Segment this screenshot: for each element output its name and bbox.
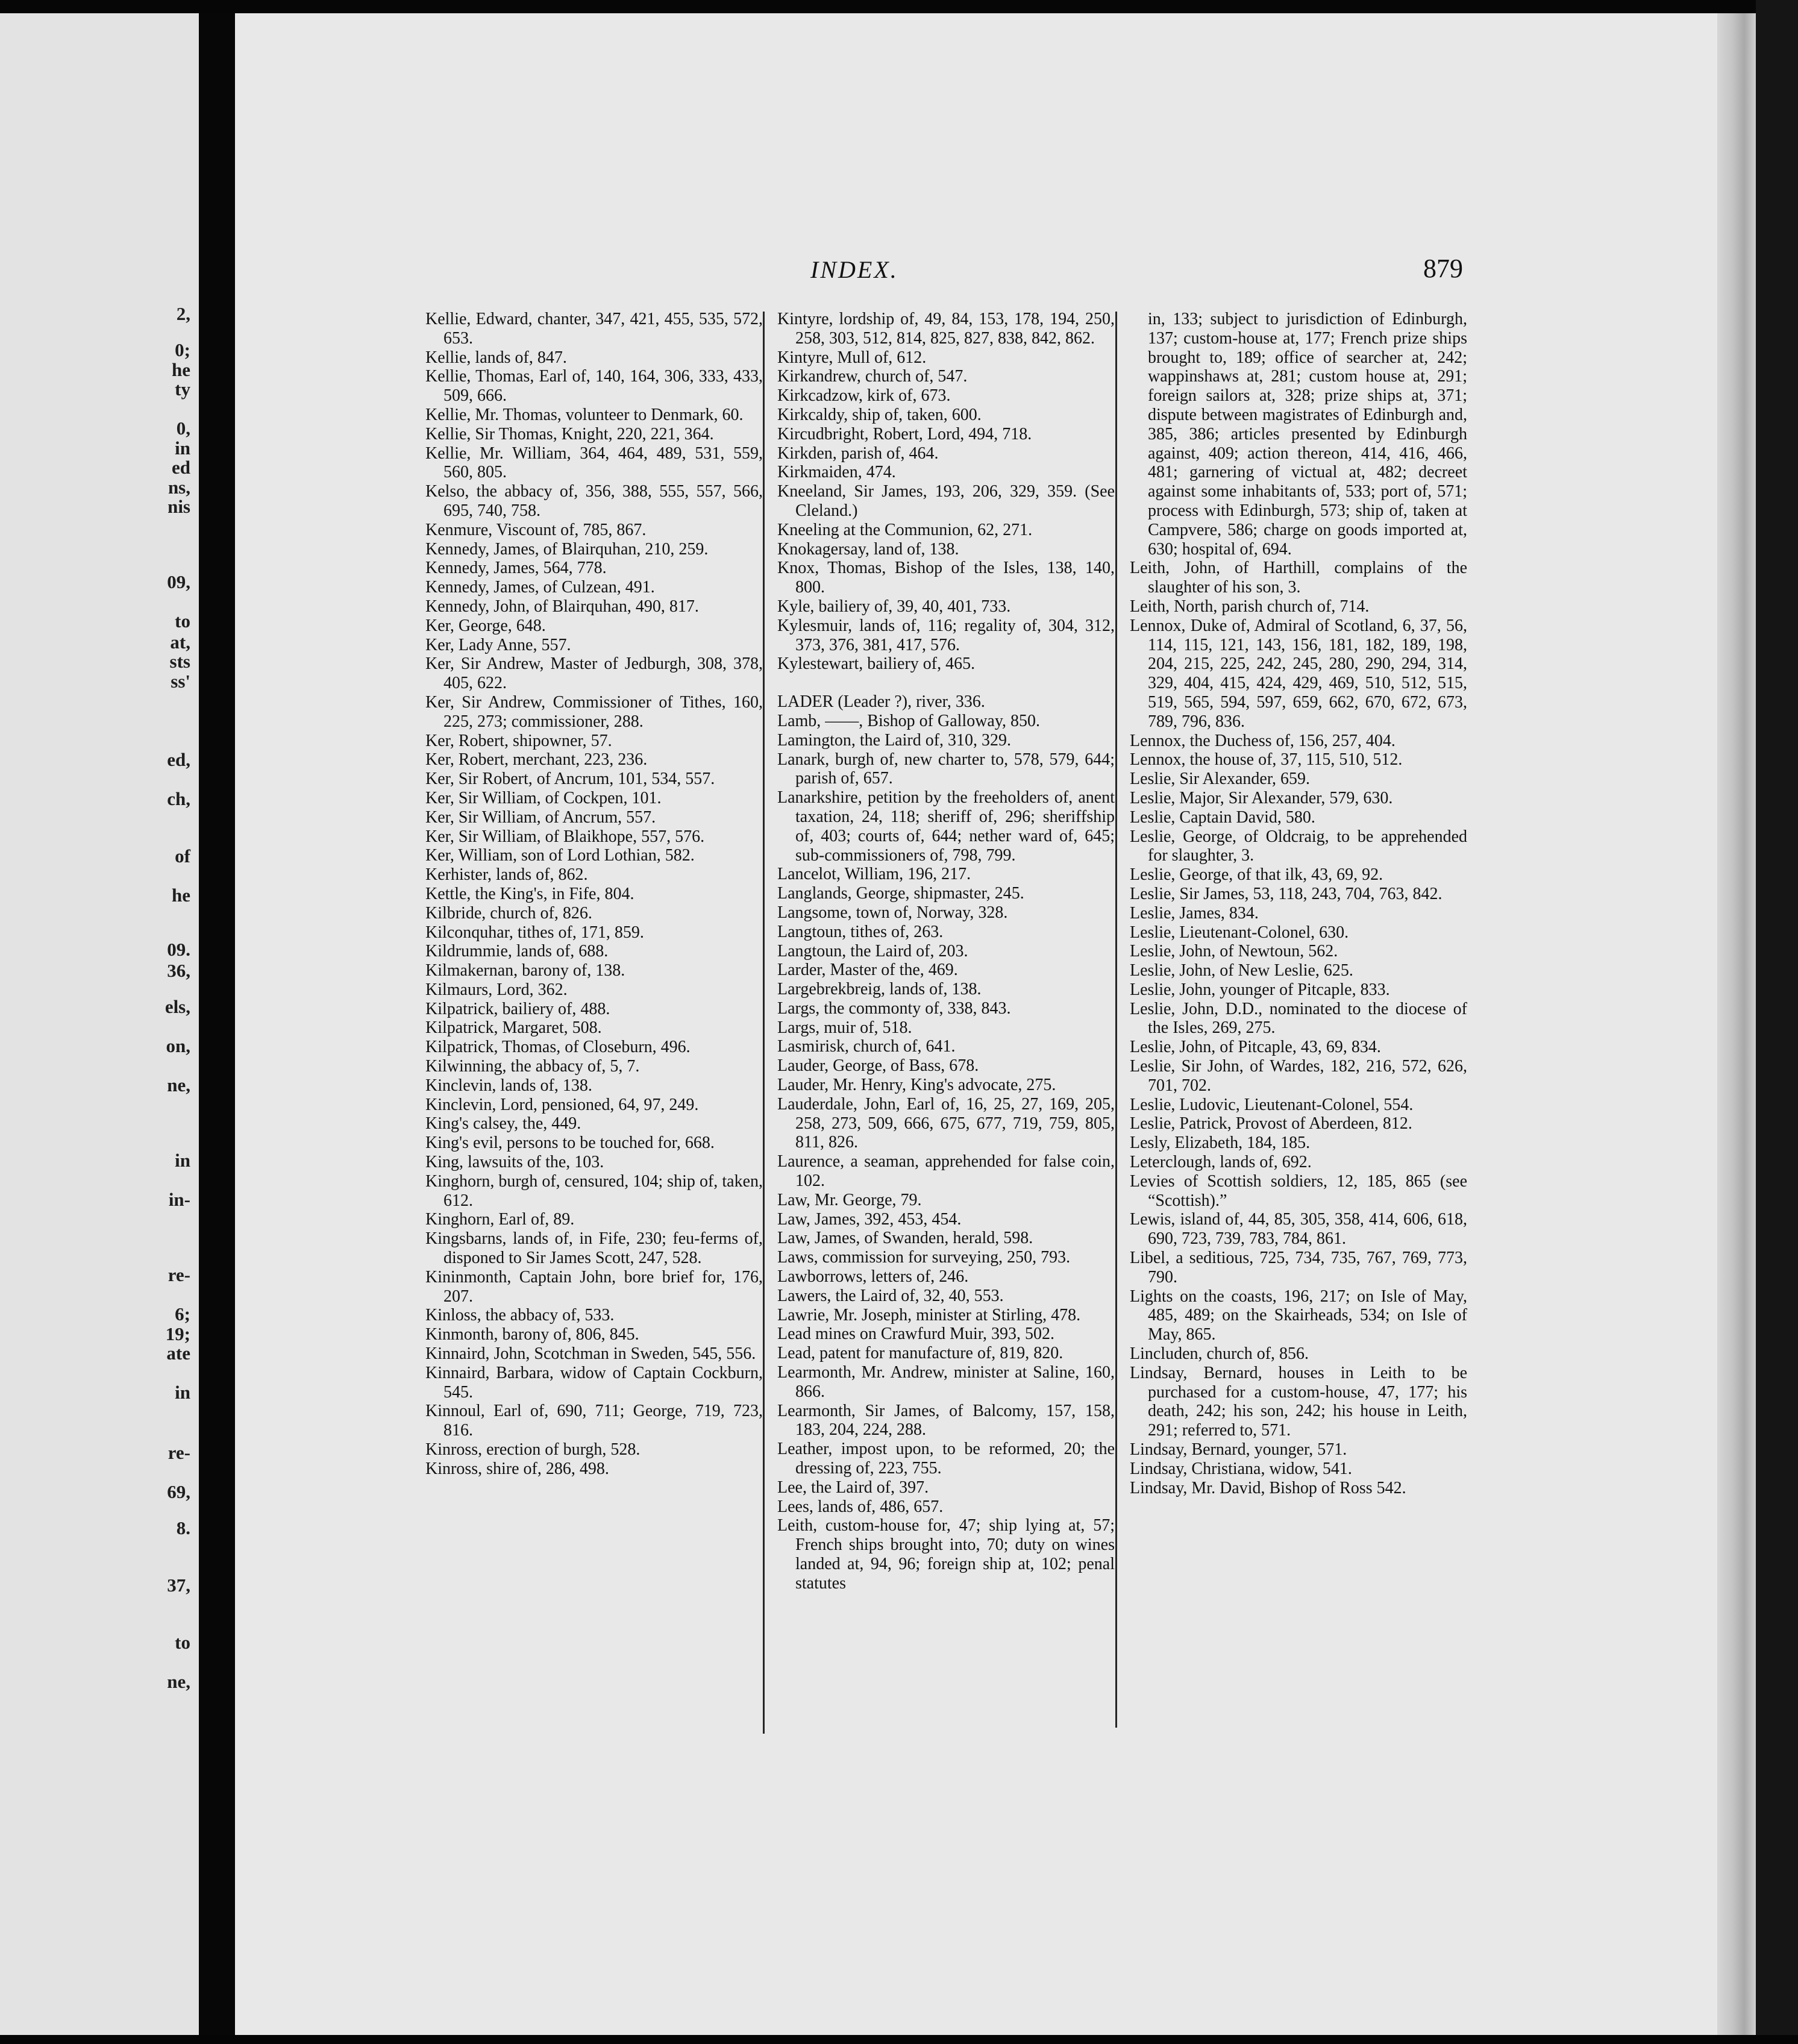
index-entry: Lancelot, William, 196, 217. [777,865,971,884]
index-entry: Lasmirisk, church of, 641. [777,1037,956,1056]
facing-page-text-fragment: to [175,1632,190,1653]
index-entry: Lauder, George, of Bass, 678. [777,1056,979,1076]
index-entry: Lindsay, Bernard, younger, 571. [1130,1440,1347,1459]
facing-page-edge [0,13,199,2035]
facing-page-text-fragment: ss' [171,671,190,692]
index-entry: Kellie, Edward, chanter, 347, 421, 455, 535, 572, 653. [425,310,763,348]
facing-page-text-fragment: 09, [167,571,190,592]
index-entry: Kettle, the King's, in Fife, 804. [425,884,634,903]
index-entry: King, lawsuits of the, 103. [425,1153,604,1172]
index-entry: Kinmonth, barony of, 806, 845. [425,1325,639,1344]
index-entry: Ker, Sir William, of Blaikhope, 557, 576. [425,827,705,846]
index-entry: Leslie, John, of New Leslie, 625. [1130,961,1353,980]
index-entry: Kinnoul, Earl of, 690, 711; George, 719, 723, 816. [425,1402,763,1440]
index-entry: Kilconquhar, tithes of, 171, 859. [425,923,644,942]
facing-page-text-fragment: nis [168,496,190,517]
facing-page-text-fragment: in [175,437,190,459]
index-entry: Langsome, town of, Norway, 328. [777,903,1008,922]
index-entry: Leslie, George, of that ilk, 43, 69, 92. [1130,865,1383,885]
facing-page-text-fragment: ne, [167,1074,190,1096]
index-entry: Leslie, Lieutenant-Colonel, 630. [1130,923,1349,942]
index-entry: Largs, the commonty of, 338, 843. [777,998,1011,1018]
index-entry: Ker, Sir William, of Cockpen, 101. [425,788,662,807]
index-entry: Kelso, the abbacy of, 356, 388, 555, 557, 566, 695, 740, 758. [425,482,763,520]
facing-page-text-fragment: 0, [176,418,190,439]
index-entry: Learmonth, Sir James, of Balcomy, 157, 158, 183, 204, 224, 288. [777,1401,1115,1440]
facing-page-text-fragment: in [175,1382,190,1403]
page-number: 879 [1423,254,1463,283]
index-entry: Kennedy, James, 564, 778. [425,559,607,578]
index-entry: Lindsay, Mr. David, Bishop of Ross 542. [1130,1478,1406,1497]
index-column-3 [1130,310,1467,1497]
facing-page-text-fragment: 2, [176,303,190,324]
index-entry: Kilwinning, the abbacy of, 5, 7. [425,1057,640,1076]
facing-page-text-fragment: to [175,610,190,632]
top-border [0,0,1798,13]
facing-page-text-fragment: 0; [175,339,190,360]
index-entry: Kilbride, church of, 826. [425,903,592,923]
index-entry: Leslie, Sir Alexander, 659. [1130,770,1311,789]
index-entry: Kenmure, Viscount of, 785, 867. [425,520,647,539]
index-entry: Lamington, the Laird of, 310, 329. [777,730,1012,750]
facing-page-text-fragment: sts [169,651,190,672]
index-entry: Kinross, erection of burgh, 528. [425,1440,641,1459]
index-entry: Lanark, burgh of, new charter to, 578, 579, 644; parish of, 657. [777,750,1115,788]
facing-page-text-fragment: at, [170,632,190,653]
index-entry: Leslie, Sir John, of Wardes, 182, 216, 572, 626, 701, 702. [1130,1057,1467,1095]
facing-page-text-fragment: ed [172,457,190,478]
index-entry: Kirkcaldy, ship of, taken, 600. [777,405,982,424]
index-entry: Lawrie, Mr. Joseph, minister at Stirling, 478. [777,1305,1081,1325]
book-gutter [199,13,235,2035]
index-entry: Laws, commission for surveying, 250, 793. [777,1248,1071,1267]
index-entry: Lincluden, church of, 856. [1130,1344,1309,1364]
facing-page-text-fragment: re- [168,1264,190,1285]
facing-page-text-fragment: he [172,359,190,380]
facing-page-text-fragment: of [175,845,190,867]
facing-page-text-fragment: 37, [167,1575,190,1596]
facing-page-text-fragment: 6; [175,1303,190,1325]
index-entry: Kneeling at the Communion, 62, 271. [777,520,1033,539]
index-entry: King's calsey, the, 449. [425,1114,581,1133]
index-entry: Kellie, Thomas, Earl of, 140, 164, 306, 333, 433, 509, 666. [425,367,763,406]
index-entry: Lesly, Elizabeth, 184, 185. [1130,1133,1311,1153]
index-entry: Largs, muir of, 518. [777,1018,912,1037]
index-entry: Kilpatrick, Thomas, of Closeburn, 496. [425,1038,691,1057]
index-entry: Lindsay, Christiana, widow, 541. [1130,1459,1352,1478]
facing-page-text-fragment: 69, [167,1481,190,1502]
index-entry: Kirkmaiden, 474. [777,463,896,482]
index-entry: Leslie, John, of Newtoun, 562. [1130,942,1338,961]
index-entry: Langtoun, tithes of, 263. [777,922,944,941]
index-entry: Leslie, John, of Pitcaple, 43, 69, 834. [1130,1038,1381,1057]
index-entry: Larder, Master of the, 469. [777,961,958,980]
index-entry: Leslie, Patrick, Provost of Aberdeen, 812. [1130,1114,1412,1133]
facing-page-text-fragment: ch, [167,788,190,809]
facing-page-text-fragment: ty [175,378,190,400]
index-entry: Kirkden, parish of, 464. [777,444,939,463]
index-entry: Lanarkshire, petition by the freeholders of, anent taxation, 24, 118; sheriff of, 296; sheriffship of, 403; courts of, 644; nether ward of, 645; sub-commissioners of, 798, 799. [777,788,1115,865]
column-divider [763,312,765,1734]
facing-page-text-fragment: ate [166,1343,190,1364]
index-entry: Libel, a seditious, 725, 734, 735, 767, 769, 773, 790. [1130,1249,1467,1287]
index-entry: Leslie, Captain David, 580. [1130,807,1315,827]
index-entry: Law, James, 392, 453, 454. [777,1209,962,1229]
index-entry: Kininmonth, Captain John, bore brief for, 176, 207. [425,1267,763,1306]
index-entry: Langtoun, the Laird of, 203. [777,941,968,961]
facing-page-text-fragment: on, [166,1035,190,1056]
index-entry: Lindsay, Bernard, houses in Leith to be purchased for a custom-house, 47, 177; his death, 242; his son, 242; his house in Leith, 291; referred to, 571. [1130,1363,1467,1440]
index-entry: Lawborrows, letters of, 246. [777,1267,969,1287]
index-entry: Kilmakernan, barony of, 138. [425,961,625,980]
index-entry: Leslie, George, of Oldcraig, to be apprehended for slaughter, 3. [1130,827,1467,865]
facing-page-text-fragment: 09. [167,939,190,960]
index-entry: Kinnaird, Barbara, widow of Captain Cockburn, 545. [425,1363,763,1402]
index-entry: Lennox, the Duchess of, 156, 257, 404. [1130,731,1395,750]
index-entry: Laurence, a seaman, apprehended for false coin, 102. [777,1152,1115,1191]
index-entry: Kinnaird, John, Scotchman in Sweden, 545, 556. [425,1344,756,1364]
index-entry: Levies of Scottish soldiers, 12, 185, 865 (see “Scottish).” [1130,1171,1467,1210]
facing-page-text-fragment: he [172,885,190,906]
index-entry: Kirkandrew, church of, 547. [777,367,968,386]
index-entry: Ker, Sir Andrew, Master of Jedburgh, 308, 378, 405, 622. [425,654,763,693]
index-entry: Leith, John, of Harthill, complains of the slaughter of his son, 3. [1130,559,1467,597]
index-column-2 [777,310,1115,1593]
index-entry: LADER (Leader ?), river, 336. [777,692,985,712]
right-border [1756,0,1798,2044]
facing-page-text-fragment: ns, [168,477,190,498]
index-entry: Leslie, James, 834. [1130,903,1259,923]
index-entry: Ker, Robert, shipowner, 57. [425,731,612,750]
index-entry: Kennedy, John, of Blairquhan, 490, 817. [425,597,699,616]
index-entry: Kylesmuir, lands of, 116; regality of, 304, 312, 373, 376, 381, 417, 576. [777,616,1115,654]
index-entry: Kerhister, lands of, 862. [425,865,588,885]
index-entry: Lead mines on Crawfurd Muir, 393, 502. [777,1325,1055,1344]
index-entry: Lewis, island of, 44, 85, 305, 358, 414, 606, 618, 690, 723, 739, 783, 784, 861. [1130,1210,1467,1249]
bottom-border [0,2035,1798,2044]
index-entry: Law, James, of Swanden, herald, 598. [777,1229,1033,1248]
index-entry: Lee, the Laird of, 397. [777,1478,929,1497]
index-entry: Kircudbright, Robert, Lord, 494, 718. [777,424,1032,444]
index-entry: Leith, North, parish church of, 714. [1130,597,1370,616]
facing-page-text-fragment: in [175,1150,190,1171]
facing-page-text-fragment: els, [164,996,190,1017]
index-page [235,13,1756,2035]
index-entry: Kintyre, Mull of, 612. [777,348,927,367]
index-entry: Knokagersay, land of, 138. [777,539,959,559]
index-entry: Leterclough, lands of, 692. [1130,1153,1312,1172]
index-entry: Leslie, John, younger of Pitcaple, 833. [1130,980,1390,999]
index-entry: Kilmaurs, Lord, 362. [425,980,568,999]
index-entry: Lights on the coasts, 196, 217; on Isle of May, 485, 489; on the Skairheads, 534; on Isle of May, 865. [1130,1287,1467,1344]
index-column-1 [425,310,763,1479]
index-entry: Largebrekbreig, lands of, 138. [777,980,982,999]
index-entry: Lennox, the house of, 37, 115, 510, 512. [1130,750,1403,770]
index-entry: Kneeland, Sir James, 193, 206, 329, 359. (See Cleland.) [777,482,1115,520]
index-entry: Kennedy, James, of Culzean, 491. [425,578,655,597]
page-title: INDEX. [810,256,898,283]
index-entry: Langlands, George, shipmaster, 245. [777,884,1024,903]
index-entry: Kylestewart, bailiery of, 465. [777,654,976,674]
index-entry: Kirkcadzow, kirk of, 673. [777,386,951,406]
index-entry: Lees, lands of, 486, 657. [777,1497,944,1516]
page-edge-shadow [1717,13,1756,2035]
page-header [235,256,1717,292]
column-divider [1115,312,1117,1728]
index-entry: Ker, Sir Andrew, Commissioner of Tithes, 160, 225, 273; commissioner, 288. [425,692,763,731]
index-entry: Lead, patent for manufacture of, 819, 820. [777,1344,1063,1363]
index-entry: Leslie, John, D.D., nominated to the diocese of the Isles, 269, 275. [1130,999,1467,1038]
facing-page-text-fragment: 36, [167,960,190,981]
index-entry: Lamb, ——, Bishop of Galloway, 850. [777,711,1041,730]
index-entry: Kildrummie, lands of, 688. [425,942,609,961]
index-entry: Kinghorn, Earl of, 89. [425,1210,575,1229]
index-entry: Kellie, Mr. William, 364, 464, 489, 531, 559, 560, 805. [425,444,763,482]
index-entry: Lauderdale, John, Earl of, 16, 25, 27, 169, 205, 258, 273, 509, 666, 675, 677, 719, 759, 805, 811, 826. [777,1094,1115,1152]
index-entry: Kinloss, the abbacy of, 533. [425,1306,615,1325]
index-entry: in, 133; subject to jurisdiction of Edinburgh, 137; custom-house at, 177; French prize ships brought to, 189; office of searcher at, 242; wappinshaws at, 281; custom house at, 291; foreign sailors at, 328; prize ships at, 371; dispute between magistrates of Edinburgh and, 385, 386; articles presented by Edinburgh against, 409; action thereon, 414, 416, 466, 481; garnering of victual at, 482; decreet against some inhabitants of, 533; port of, 571; process with Edinburgh, 573; ship of, taken at Campvere, 586; charge on goods imported at, 630; hospital of, 694. [1148,310,1467,559]
index-entry: Lennox, Duke of, Admiral of Scotland, 6, 37, 56, 114, 115, 121, 143, 156, 181, 182, 189, 198, 204, 215, 225, 242, 245, 280, 290, 294, 314, 329, 404, 415, 424, 429, 469, 510, 512, 515, 519, 565, 594, 597, 659, 662, 670, 672, 673, 789, 796, 836. [1130,616,1467,731]
index-entry: Leith, custom-house for, 47; ship lying at, 57; French ships brought into, 70; duty on wines landed at, 94, 96; foreign ship at, 102; penal statutes [777,1516,1115,1593]
index-entry: Kennedy, James, of Blairquhan, 210, 259. [425,539,709,559]
index-entry: Ker, Robert, merchant, 223, 236. [425,750,648,770]
index-entry: Ker, Sir Robert, of Ancrum, 101, 534, 557. [425,770,715,789]
index-entry: Ker, George, 648. [425,616,546,635]
index-entry: Kyle, bailiery of, 39, 40, 401, 733. [777,597,1011,616]
index-entry: King's evil, persons to be touched for, 668. [425,1133,715,1153]
index-entry: Law, Mr. George, 79. [777,1190,922,1209]
facing-page-text-fragment: 8. [176,1517,190,1538]
index-entry: Learmonth, Mr. Andrew, minister at Saline, 160, 866. [777,1363,1115,1401]
index-entry: Lauder, Mr. Henry, King's advocate, 275. [777,1076,1056,1095]
facing-page-text-fragment: in- [168,1189,190,1210]
index-entry: Kinclevin, lands of, 138. [425,1076,592,1095]
index-entry: Ker, Lady Anne, 557. [425,635,571,654]
facing-page-text-fragment: ed, [167,749,190,770]
index-entry: Leslie, Ludovic, Lieutenant-Colonel, 554. [1130,1095,1414,1114]
index-entry: Ker, William, son of Lord Lothian, 582. [425,846,695,865]
index-entry: Leslie, Sir James, 53, 118, 243, 704, 763, 842. [1130,884,1442,903]
index-entry: Kellie, lands of, 847. [425,348,567,367]
index-entry: Kinghorn, burgh of, censured, 104; ship of, taken, 612. [425,1171,763,1210]
index-entry: Lawers, the Laird of, 32, 40, 553. [777,1286,1004,1305]
index-entry: Kellie, Mr. Thomas, volunteer to Denmark, 60. [425,405,744,424]
index-entry: Kilpatrick, Margaret, 508. [425,1018,602,1038]
facing-page-text-fragment: re- [168,1442,190,1463]
index-entry: Kinclevin, Lord, pensioned, 64, 97, 249. [425,1095,699,1114]
facing-page-text-fragment: ne, [167,1671,190,1692]
index-entry: Kingsbarns, lands of, in Fife, 230; feu-ferms of, disponed to Sir James Scott, 247, 528. [425,1229,763,1268]
index-entry: Leather, impost upon, to be reformed, 20; the dressing of, 223, 755. [777,1440,1115,1478]
index-entry: Kilpatrick, bailiery of, 488. [425,999,610,1018]
index-entry: Leslie, Major, Sir Alexander, 579, 630. [1130,788,1393,807]
facing-page-text-fragment: 19; [165,1323,190,1344]
index-entry: Kintyre, lordship of, 49, 84, 153, 178, 194, 250, 258, 303, 512, 814, 825, 827, 838, 842, 862. [777,310,1115,348]
index-entry: Kinross, shire of, 286, 498. [425,1459,609,1478]
index-entry: Knox, Thomas, Bishop of the Isles, 138, 140, 800. [777,559,1115,597]
index-entry: Kellie, Sir Thomas, Knight, 220, 221, 364. [425,424,714,444]
index-entry: Ker, Sir William, of Ancrum, 557. [425,807,656,827]
